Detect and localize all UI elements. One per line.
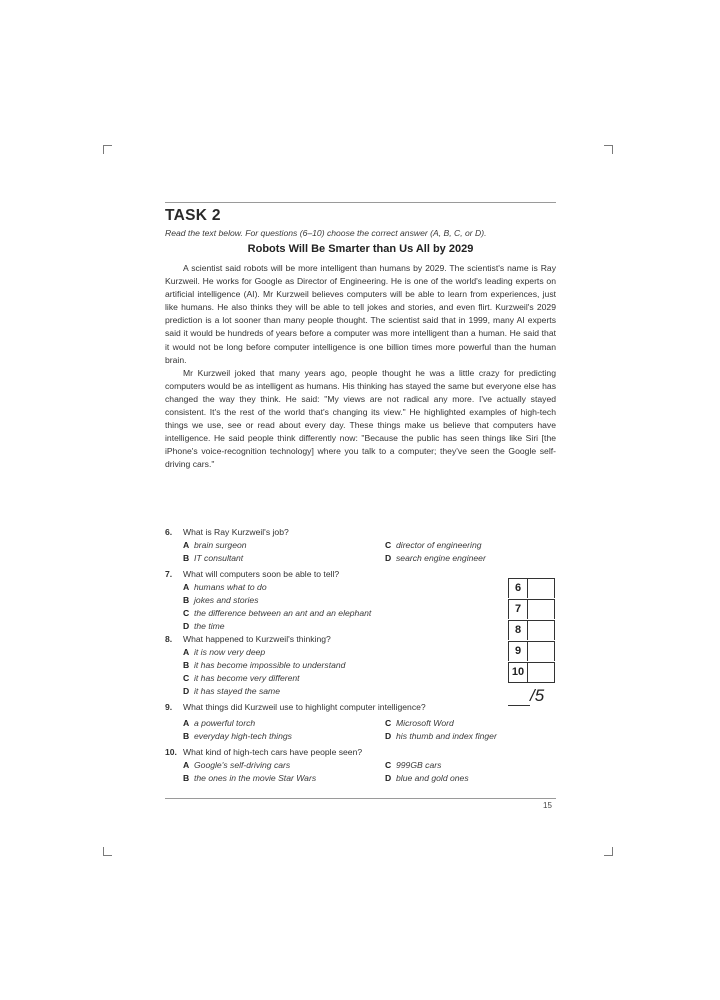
option[interactable]: C Microsoft Word xyxy=(385,718,454,728)
answer-row xyxy=(508,662,555,683)
top-rule xyxy=(165,202,556,203)
crop-mark-top-right xyxy=(604,145,613,154)
option[interactable]: A a powerful torch xyxy=(183,718,256,728)
crop-mark-bottom-left xyxy=(103,847,112,856)
option[interactable]: D blue and gold ones xyxy=(385,773,469,783)
crop-mark-bottom-right xyxy=(604,847,613,856)
answer-box xyxy=(508,578,555,683)
instructions: Read the text below. For questions (6–10) choose the correct answer (A, B, C, or D). xyxy=(165,228,487,238)
question-number: 6. xyxy=(165,527,173,537)
question-number: 8. xyxy=(165,634,173,644)
option[interactable]: A brain surgeon xyxy=(183,540,247,550)
option[interactable]: D the time xyxy=(183,621,225,631)
option[interactable]: C 999GB cars xyxy=(385,760,442,770)
question-7 xyxy=(165,568,505,633)
answer-number: 8 xyxy=(508,620,528,640)
option[interactable]: A it is now very deep xyxy=(183,647,266,657)
option[interactable]: B the ones in the movie Star Wars xyxy=(183,773,317,783)
question-9 xyxy=(165,701,505,743)
question-10 xyxy=(165,746,505,785)
score-total: /5 xyxy=(530,686,545,705)
question-stem: What is Ray Kurzweil's job? xyxy=(183,527,289,537)
crop-mark-top-left xyxy=(103,145,112,154)
answer-field[interactable] xyxy=(528,662,555,683)
option[interactable]: B IT consultant xyxy=(183,553,244,563)
answer-number: 7 xyxy=(508,599,528,619)
answer-number: 10 xyxy=(508,662,528,683)
question-number: 10. xyxy=(165,747,177,757)
question-stem: What will computers soon be able to tell? xyxy=(183,569,340,579)
answer-row xyxy=(508,599,555,620)
option[interactable]: C it has become very different xyxy=(183,673,300,683)
option[interactable]: B it has become impossible to understand xyxy=(183,660,346,670)
answer-field[interactable] xyxy=(528,620,555,640)
score xyxy=(508,688,556,708)
option[interactable]: D search engine engineer xyxy=(385,553,486,563)
answer-field[interactable] xyxy=(528,599,555,619)
answer-field[interactable] xyxy=(528,578,555,598)
score-blank[interactable] xyxy=(508,705,530,706)
option[interactable]: D it has stayed the same xyxy=(183,686,280,696)
option[interactable]: A humans what to do xyxy=(183,582,267,592)
bottom-rule xyxy=(165,798,556,799)
answer-number: 9 xyxy=(508,641,528,661)
option[interactable]: D his thumb and index finger xyxy=(385,731,497,741)
article-body xyxy=(165,262,556,472)
question-stem: What things did Kurzweil use to highlight computer intelligence? xyxy=(183,702,426,712)
page-number: 15 xyxy=(543,801,552,810)
option[interactable]: B everyday high-tech things xyxy=(183,731,292,741)
paragraph: A scientist said robots will be more intelligent than humans by 2029. The scientist's name is Ray Kurzweil. He works for Google as Director of Engineering. He is one of the world's leading experts on artificial intelligence (AI). Mr Kurzweil believes computers will be able to learn from experiences, just like humans. He also thinks they will be able to tell jokes and stories, and even flirt. Kurzweil's 2029 prediction is a lot sooner than many people thought. The scientist said that in 1999, many AI experts said it would be hundreds of years before a computer was more intelligent than a human. He said that it would not be long before computer intelligence is one billion times more powerful than the human brain. xyxy=(165,263,556,365)
task-title: TASK 2 xyxy=(165,207,221,224)
answer-number: 6 xyxy=(508,578,528,598)
question-stem: What happened to Kurzweil's thinking? xyxy=(183,634,331,644)
answer-row xyxy=(508,578,555,599)
article-title: Robots Will Be Smarter than Us All by 2029 xyxy=(247,243,474,255)
option[interactable]: C the difference between an ant and an elephant xyxy=(183,608,372,618)
answer-field[interactable] xyxy=(528,641,555,661)
option[interactable]: A Google's self-driving cars xyxy=(183,760,291,770)
option[interactable]: B jokes and stories xyxy=(183,595,259,605)
question-6 xyxy=(165,526,505,565)
question-number: 7. xyxy=(165,569,173,579)
answer-row xyxy=(508,641,555,662)
option[interactable]: C director of engineering xyxy=(385,540,482,550)
question-8 xyxy=(165,633,505,698)
questions xyxy=(165,526,505,785)
question-number: 9. xyxy=(165,702,173,712)
paragraph: Mr Kurzweil joked that many years ago, people thought he was a little crazy for predicting computers would be as intelligent as humans. His thinking has stayed the same but everyone else has changed the way they think. He said: "My views are not radical any more. I've actually stayed consistent. It's the rest of the world that's changing its view." He highlighted examples of high-tech things we use, see or read about every day. These things make us believe that computers have intelligence. He said people think differently now: "Because the public has seen things like Siri [the iPhone's voice-recognition technology] where you talk to a computer; they've seen the Google self-driving cars." xyxy=(165,367,556,470)
answer-row xyxy=(508,620,555,641)
question-stem: What kind of high-tech cars have people seen? xyxy=(183,747,363,757)
